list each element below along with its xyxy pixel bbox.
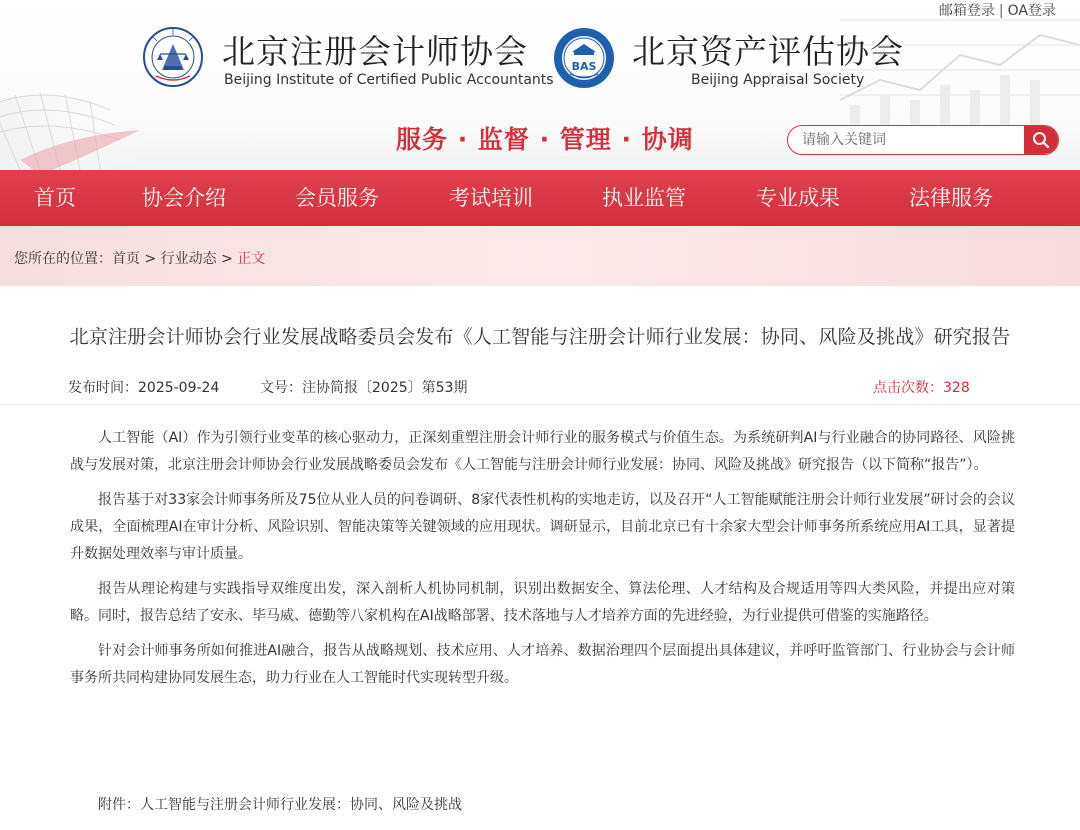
bicpa-seal-icon[interactable]	[142, 26, 204, 88]
clicks-value: 328	[943, 380, 970, 396]
publish-label: 发布时间：	[68, 380, 138, 396]
bas-seal-icon[interactable]	[552, 26, 616, 90]
breadcrumb-band	[0, 226, 1080, 286]
main-nav	[0, 170, 1080, 226]
search-box	[787, 125, 1059, 155]
clicks-label: 点击次数：	[873, 380, 943, 396]
nav-item-professional-results[interactable]: 专业成果	[756, 186, 840, 210]
search-input[interactable]	[788, 126, 1026, 154]
doc-number-value: 注协简报〔2025〕第53期	[302, 380, 468, 396]
top-links-separator: |	[998, 3, 1004, 19]
breadcrumb-separator: >	[140, 251, 161, 267]
nav-item-practice-supervision[interactable]: 执业监管	[602, 186, 686, 210]
article-paragraph: 人工智能（AI）作为引领行业变革的核心驱动力，正深刻重塑注册会计师行业的服务模式与价值生态。为系统研判AI与行业融合的协同路径、风险挑战与发展对策，北京注册会计师协会行业发展战略委员会发布《人工智能与注册会计师行业发展：协同、风险及挑战》研究报告（以下简称“报告”）。	[70, 430, 1015, 473]
breadcrumb-section-link[interactable]: 行业动态	[160, 251, 217, 267]
org2-name-en: Beijing Appraisal Society	[691, 72, 865, 88]
nav-item-member-services[interactable]: 会员服务	[295, 186, 379, 210]
mail-login-link[interactable]: 邮箱登录	[938, 3, 995, 19]
search-button[interactable]	[1024, 126, 1058, 154]
org1-name-en: Beijing Institute of Certified Public Accountants	[224, 72, 554, 88]
org1-name-cn: 北京注册会计师协会	[222, 32, 528, 71]
search-icon	[1032, 131, 1050, 149]
breadcrumb-prefix: 您所在的位置：	[14, 251, 112, 267]
nav-item-legal-services[interactable]: 法律服务	[909, 186, 993, 210]
article-paragraph: 报告从理论构建与实践指导双维度出发，深入剖析人机协同机制，识别出数据安全、算法伦理、人才结构及合规适用等四大类风险，并提出应对策略。同时，报告总结了安永、毕马威、德勤等八家机构在AI战略部署、技术落地与人才培养方面的先进经验，为行业提供可借鉴的实施路径。	[70, 581, 1015, 624]
oa-login-link[interactable]: OA登录	[1007, 3, 1056, 19]
site-header	[0, 0, 1080, 170]
breadcrumb	[14, 248, 265, 268]
publish-date-value: 2025-09-24	[138, 380, 220, 396]
nav-item-about[interactable]: 协会介绍	[142, 186, 226, 210]
click-count	[873, 377, 970, 397]
article-body	[70, 425, 1015, 700]
doc-label: 文号：	[260, 380, 302, 396]
nav-item-exam-training[interactable]: 考试培训	[449, 186, 533, 210]
breadcrumb-separator: >	[216, 251, 238, 267]
publish-date	[68, 377, 219, 397]
breadcrumb-current: 正文	[237, 251, 266, 267]
bas-logo-text: BAS	[571, 60, 597, 73]
article-title: 北京注册会计师协会行业发展战略委员会发布《人工智能与注册会计师行业发展：协同、风险及挑战》研究报告	[69, 326, 1011, 348]
article-paragraph: 针对会计师事务所如何推进AI融合，报告从战略规划、技术应用、人才培养、数据治理四个层面提出具体建议，并呼吁监管部门、行业协会与会计师事务所共同构建协同发展生态，助力行业在人工智能时代实现转型升级。	[70, 643, 1015, 686]
breadcrumb-home-link[interactable]: 首页	[112, 251, 140, 267]
nav-item-home[interactable]: 首页	[34, 186, 76, 210]
attachment-link[interactable]: 附件：人工智能与注册会计师行业发展：协同、风险及挑战	[98, 797, 462, 813]
article-paragraph: 报告基于对33家会计师事务所及75位从业人员的问卷调研、8家代表性机构的实地走访，以及召开“人工智能赋能注册会计师行业发展”研讨会的会议成果，全面梳理AI在审计分析、风险识别、智能决策等关键领域的应用现状。调研显示，目前北京已有十余家大型会计师事务所系统应用AI工具，显著提升数据处理效率与审计质量。	[70, 492, 1015, 562]
doc-number	[260, 377, 467, 397]
meta-divider	[0, 404, 1080, 405]
top-links	[939, 0, 1056, 20]
org2-name-cn: 北京资产评估协会	[632, 32, 904, 71]
slogan: 服务 · 监督 · 管理 · 协调	[396, 125, 694, 154]
